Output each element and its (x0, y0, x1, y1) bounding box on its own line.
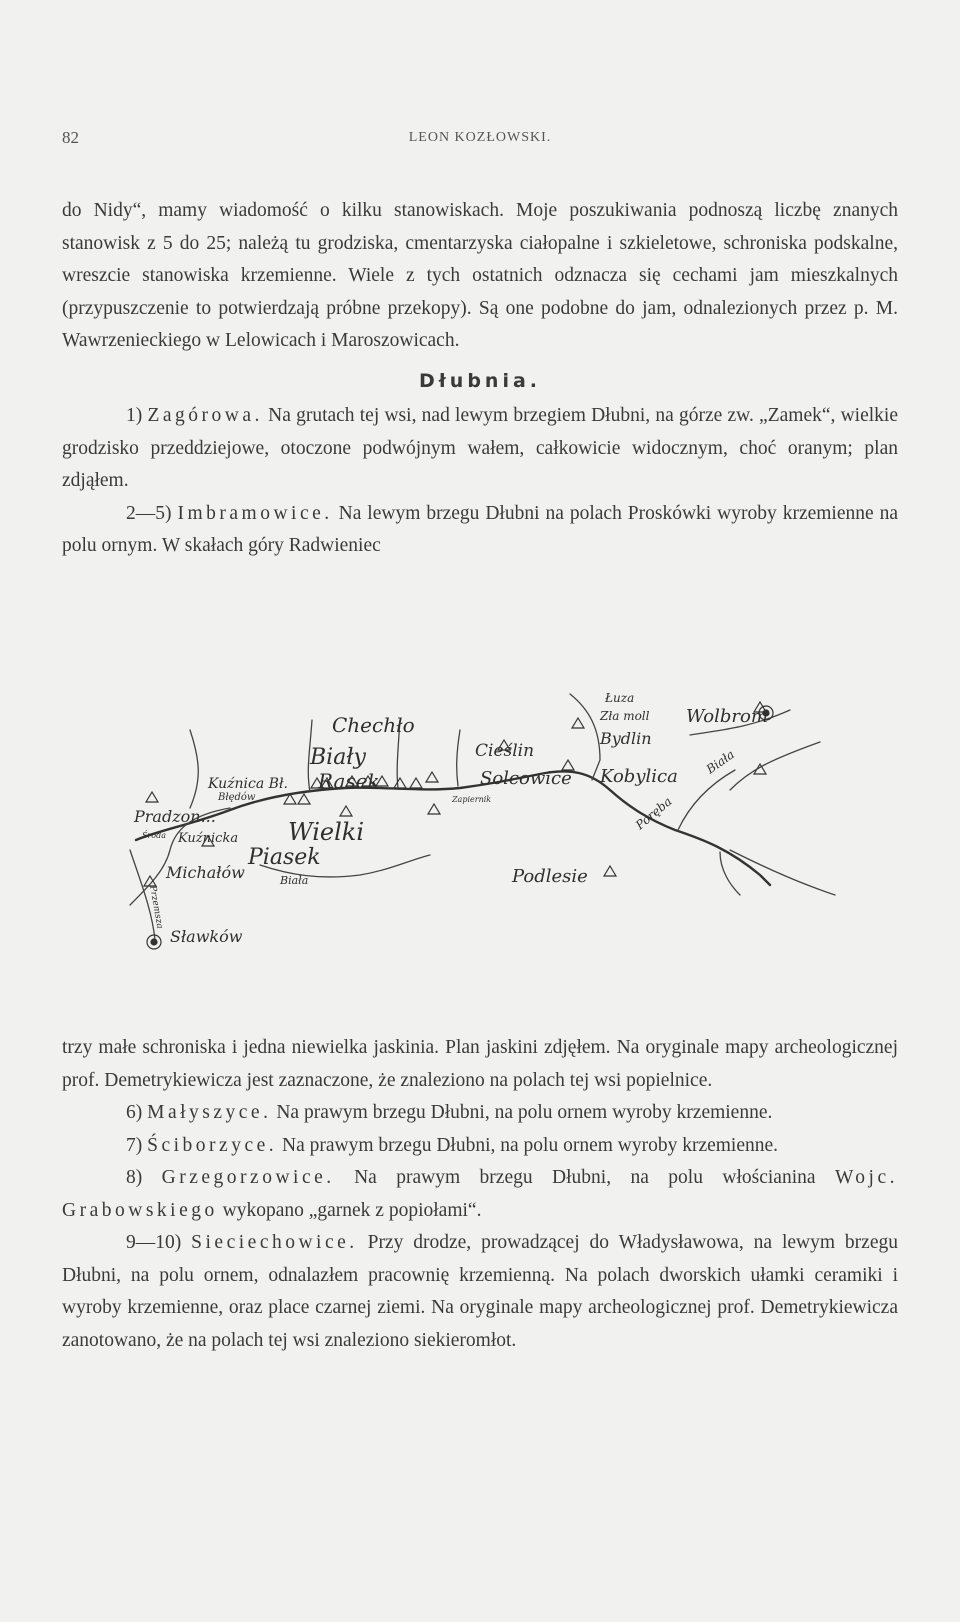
map-label: Chechło (332, 713, 415, 737)
tributary (678, 770, 735, 830)
map-label: Cieślin (475, 741, 535, 761)
section-title: Dłubnia. (418, 369, 542, 392)
map-label: Kuźnicka (178, 831, 239, 846)
map-label: Bydlin (600, 729, 652, 748)
entry-place: Zagórowa. (147, 405, 263, 426)
entry-place: Imbramowice. (177, 502, 333, 524)
tributary (730, 850, 835, 895)
map-label: Zła moll (600, 709, 650, 723)
continuation-paragraph: trzy małe schroniska i jedna niewielka jaskinia. Plan jaskini zdjęłem. Na oryginale mapy archeologicznej prof. Demetrykiewicza jest zaznaczone, że znaleziono na polach tej wsi popielnice. (62, 1037, 898, 1091)
map-label: Piasek (248, 845, 321, 870)
map-label: Sławków (170, 927, 243, 946)
page-number: 82 (62, 128, 79, 147)
road (730, 742, 820, 790)
map-label: Solcowice (480, 768, 572, 789)
page-header (62, 128, 898, 158)
entry-place: Sieciechowice. (191, 1232, 358, 1253)
map-label: Biała (280, 874, 309, 887)
entry-paragraph (62, 1227, 898, 1357)
entry-paragraph (62, 498, 898, 563)
tributary (457, 730, 460, 786)
entry-number: 6) (126, 1102, 143, 1123)
map-label: Wielki (288, 818, 365, 846)
map-label: Przemsza (147, 884, 165, 930)
map-label: Rasek (318, 769, 380, 793)
map-label: Środa (142, 831, 167, 840)
map-label: Michałów (166, 863, 245, 882)
river-map (130, 680, 840, 990)
entry-person: Wojc. Grabowskiego (62, 1167, 899, 1221)
entry-paragraph (62, 1162, 898, 1227)
map-label: Poręba (632, 794, 675, 833)
tributary (570, 694, 600, 780)
map-label: Kobylica (600, 766, 678, 787)
entry-text: Na prawym brzegu Dłubni, na polu ornem wyroby krzemienne. (276, 1102, 773, 1123)
map-label: Łuza (605, 691, 635, 705)
entry-number: 1) (126, 405, 143, 426)
entry-paragraph (62, 400, 898, 498)
intro-paragraph: do Nidy“, mamy wiadomość o kilku stanowiskach. Moje poszukiwania podnoszą liczbę znanych stanowisk z 5 do 25; należą tu grodziska, cmentarzyska ciałopalne i szkieletowe, schroniska podskalne, wreszcie stanowiska krzemienne. Wiele z tych ostatnich odznacza się cechami jam mieszkalnych (przypuszczenie to potwierdzają próbne przekopy). Są one podobne do jam, odnalezionych przez p. M. Wawrzenieckiego w Lelowicach i Maroszowicach. (62, 200, 898, 351)
map-drawing (130, 680, 840, 990)
running-head: LEON KOZŁOWSKI. (408, 130, 552, 145)
entry-text: Na grutach tej wsi, nad lewym brzegiem Dłubni, na górze zw. „Zamek“, wielkie grodzisko przeddziejowe, otoczone podwójnym wałem, całkowicie widocznym, choć oranym; plan zdjąłem. (62, 405, 898, 491)
text-block-top (62, 195, 898, 563)
map-label: Biała (703, 747, 737, 777)
entry-place: Małyszyce. (147, 1102, 272, 1123)
entry-number: 8) (126, 1167, 143, 1188)
entry-place: Ściborzyce. (147, 1134, 278, 1156)
entry-text: Przy drodze, prowadzącej do Władysławowa, na lewym brzegu Dłubni, na polu ornem, odnalazłem pracownię krzemienną. Na polach dworskich ułamki ceramiki i wyroby krzemienne, oraz place czarnej ziemi. Na oryginale mapy archeologicznej prof. Demetrykiewicza zanotowano, że na polach tej wsi znaleziono siekieromłot. (62, 1232, 898, 1351)
map-label: Kuźnica Bł. (208, 776, 288, 792)
map-label: Podlesie (512, 866, 588, 887)
entry-number: 2—5) (126, 502, 172, 524)
entry-paragraph (62, 1130, 898, 1163)
map-label: Wolbrom (686, 706, 768, 727)
text-block-bottom (62, 1032, 898, 1357)
map-label: Zapiernik (452, 795, 492, 804)
entry-text: Na prawym brzegu Dłubni, na polu ornem wyroby krzemienne. (282, 1134, 779, 1156)
map-label: Błędów (218, 792, 256, 803)
map-label: Pradzon... (134, 807, 216, 826)
entry-text: Na prawym brzegu Dłubni, na polu włościanina (354, 1167, 816, 1188)
map-label: Biały (310, 745, 366, 770)
entry-place: Grzegorzowice. (161, 1167, 335, 1188)
entry-paragraph (62, 1097, 898, 1130)
entry-text: wykopano „garnek z popiołami“. (222, 1199, 482, 1221)
entry-number: 9—10) (126, 1232, 182, 1253)
entry-text: Na lewym brzegu Dłubni na polach Proskówki wyroby krzemienne na polu ornym. W skałach góry Radwieniec (62, 502, 899, 556)
entry-number: 7) (126, 1134, 143, 1156)
road (190, 730, 198, 808)
